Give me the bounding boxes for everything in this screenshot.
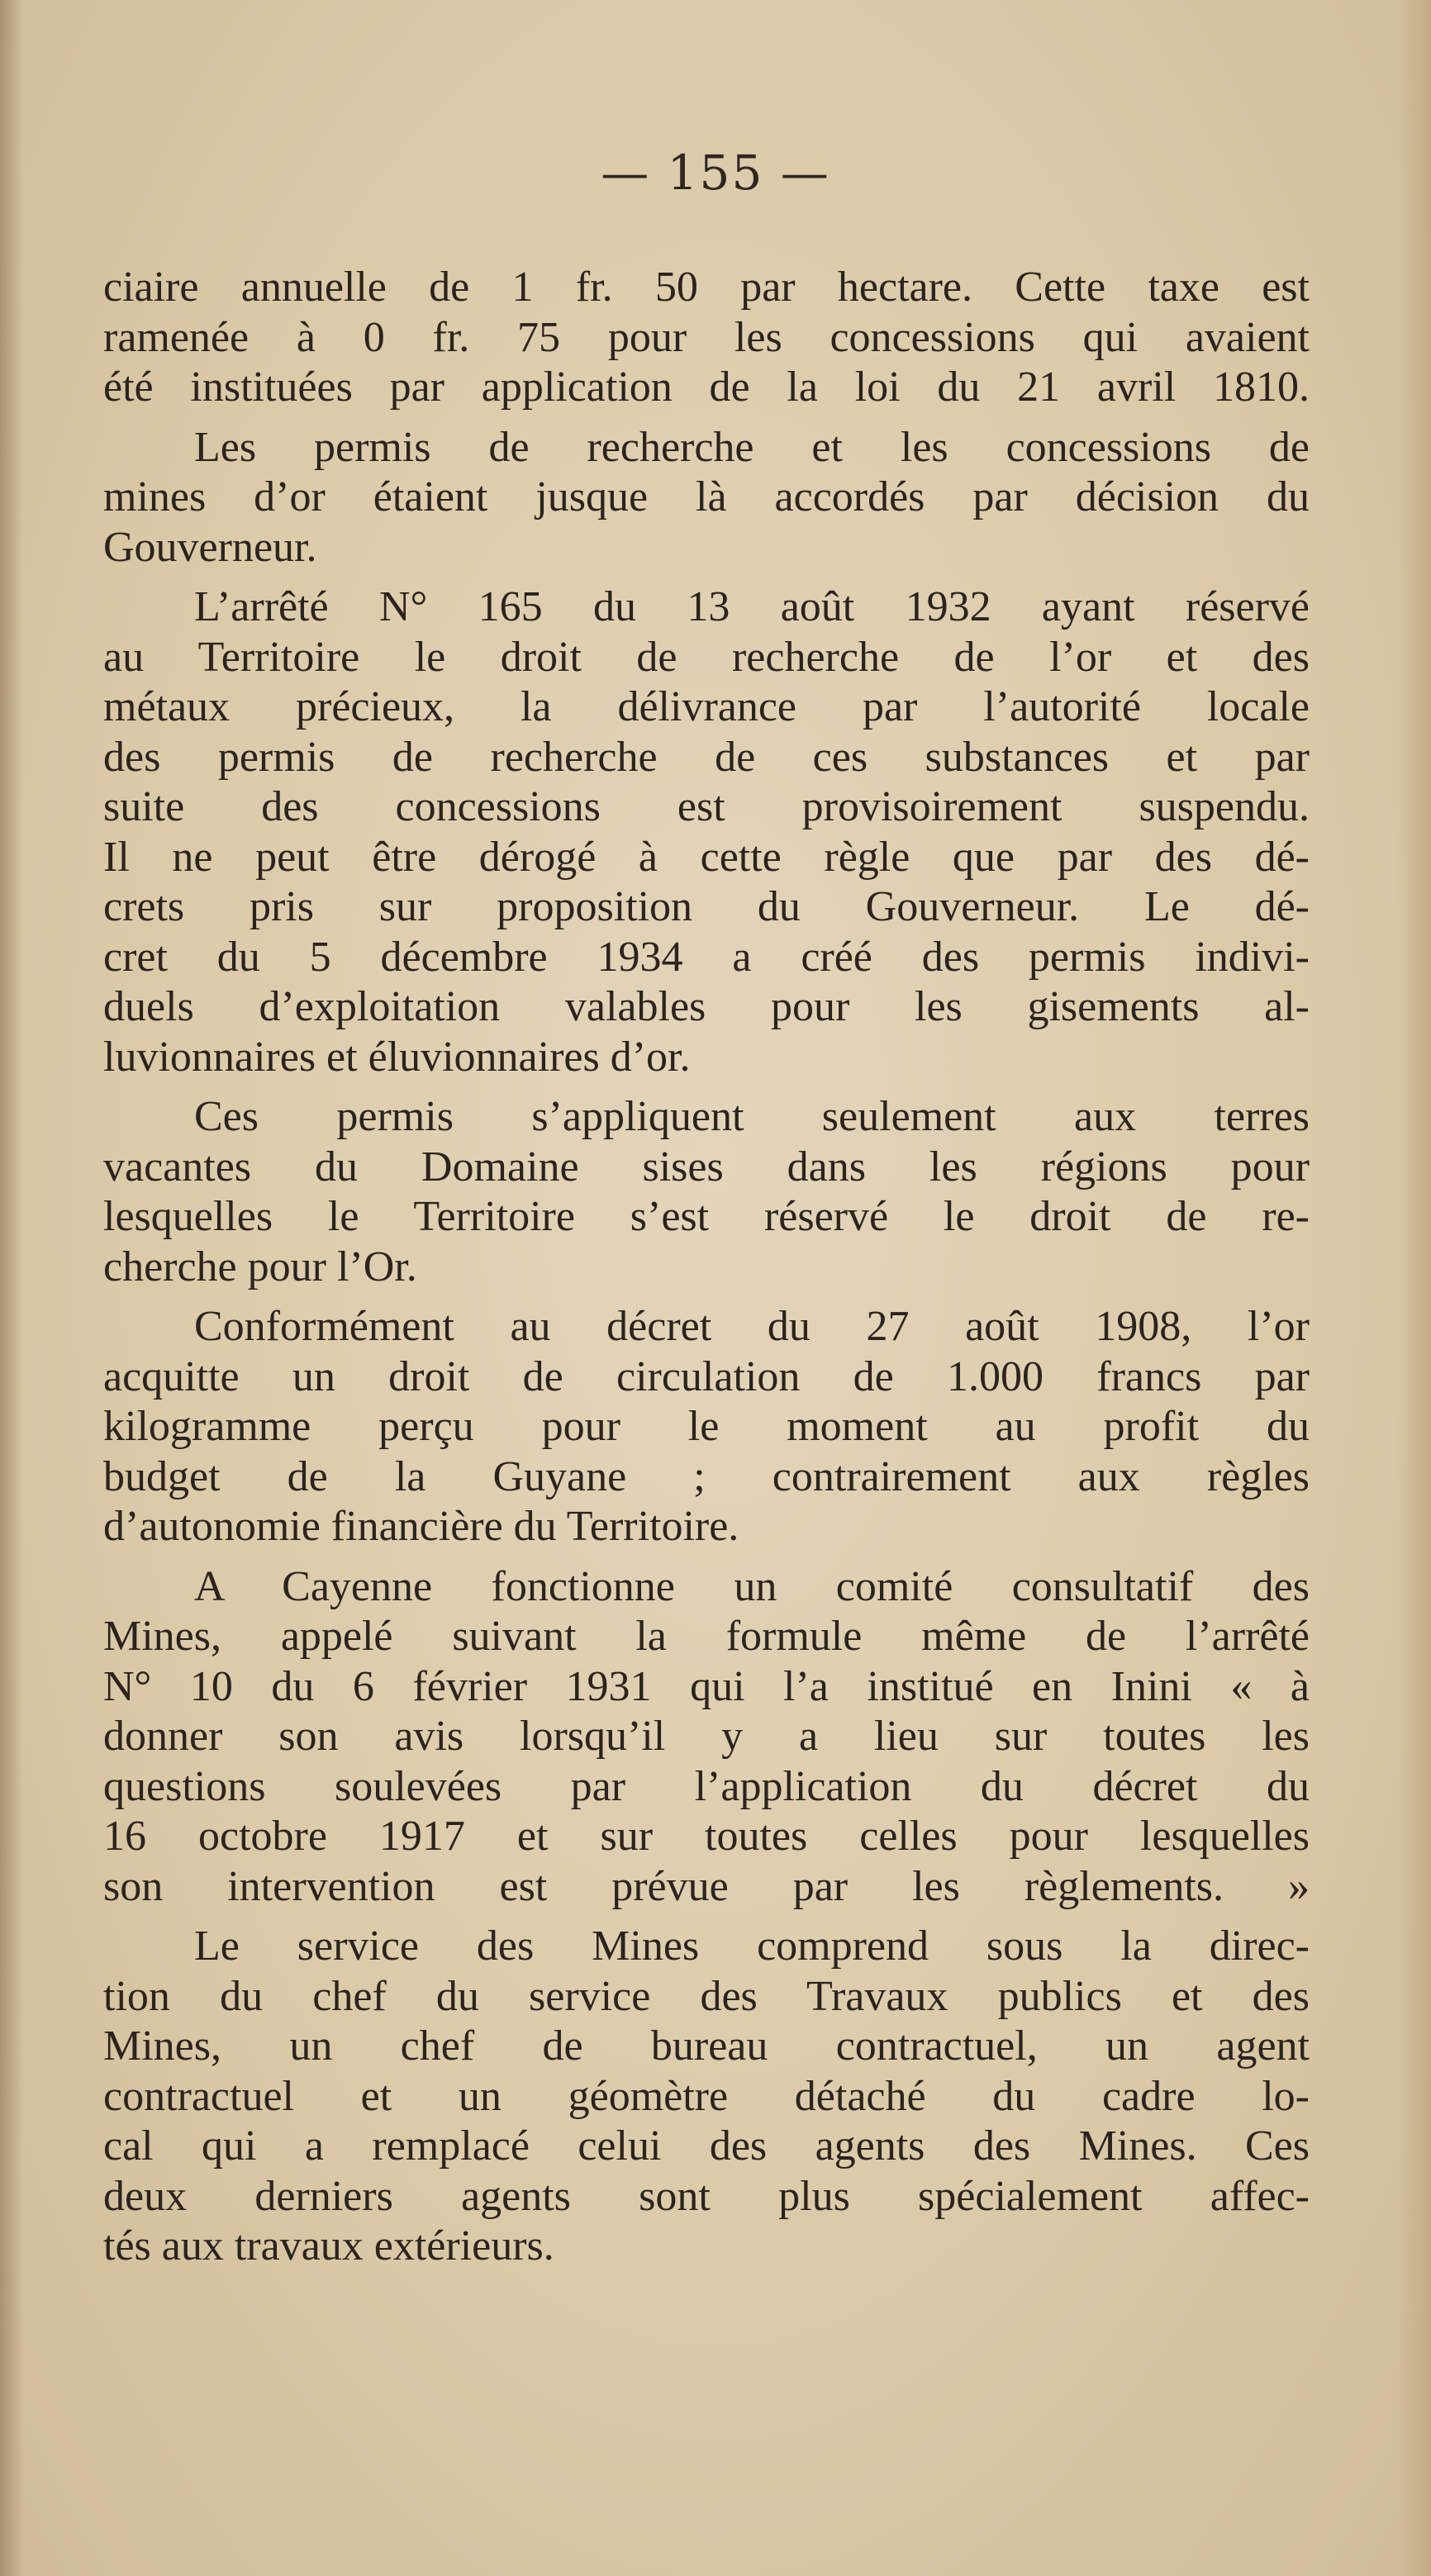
text-line: contractuel et un géomètre détaché du cadre lo- (103, 2072, 1310, 2120)
text-line: deux derniers agents sont plus spécialement affec- (103, 2172, 1310, 2220)
text-line: au Territoire le droit de recherche de l’or et des (103, 633, 1310, 681)
paragraph (103, 423, 1310, 573)
text-line: d’autonomie financière du Territoire. (103, 1503, 739, 1550)
text-line: métaux précieux, la délivrance par l’autorité locale (103, 683, 1310, 730)
paragraph (103, 582, 1310, 1082)
paragraph (103, 1922, 1310, 2272)
text-line: cal qui a remplacé celui des agents des Mines. Ces (103, 2122, 1310, 2170)
text-line: L’arrêté N° 165 du 13 août 1932 ayant réservé (194, 583, 1310, 630)
paragraph (103, 263, 1310, 413)
text-line: cret du 5 décembre 1934 a créé des permis indivi- (103, 933, 1310, 981)
text-line: luvionnaires et éluvionnaires d’or. (103, 1033, 691, 1081)
text-line: cherche pour l’Or. (103, 1243, 417, 1290)
text-line: Les permis de recherche et les concessions de (194, 423, 1310, 471)
text-line: mines d’or étaient jusque là accordés par décision du (103, 473, 1310, 520)
text-line: Le service des Mines comprend sous la direc- (194, 1922, 1310, 1970)
text-line: tion du chef du service des Travaux publics et des (103, 1972, 1310, 2020)
text-line: vacantes du Domaine sises dans les régions pour (103, 1143, 1310, 1191)
paragraph (103, 1562, 1310, 1913)
text-line: Mines, un chef de bureau contractuel, un agent (103, 2022, 1310, 2070)
body-text (103, 263, 1310, 2272)
text-line: été instituées par application de la loi du 21 avril 1810. (103, 364, 1310, 411)
text-line: acquitte un droit de circulation de 1.000 francs par (103, 1352, 1310, 1400)
text-line: Ces permis s’appliquent seulement aux terres (194, 1093, 1310, 1140)
text-line: Conformément au décret du 27 août 1908, l’or (194, 1303, 1310, 1350)
text-line: crets pris sur proposition du Gouverneur. Le dé- (103, 883, 1310, 930)
text-line: son intervention est prévue par les règlements. » (103, 1862, 1310, 1910)
text-line: des permis de recherche de ces substances et par (103, 733, 1310, 781)
paragraph (103, 1302, 1310, 1552)
text-line: 16 octobre 1917 et sur toutes celles pour lesquelles (103, 1813, 1310, 1860)
text-line: ciaire annuelle de 1 fr. 50 par hectare. Cette taxe est (103, 264, 1310, 311)
text-line: lesquelles le Territoire s’est réservé le droit de re- (103, 1193, 1310, 1240)
text-line: Il ne peut être dérogé à cette règle que par des dé- (103, 833, 1310, 881)
text-line: N° 10 du 6 février 1931 qui l’a institué en Inini « à (103, 1662, 1310, 1710)
text-line: questions soulevées par l’application du décret du (103, 1762, 1310, 1810)
text-line: A Cayenne fonctionne un comité consultatif des (194, 1562, 1310, 1610)
text-line: suite des concessions est provisoirement suspendu. (103, 783, 1310, 830)
page-number: — 155 — (601, 145, 830, 201)
text-line: budget de la Guyane ; contrairement aux règles (103, 1452, 1310, 1500)
paragraph (103, 1092, 1310, 1292)
text-line: Mines, appelé suivant la formule même de l’arrêté (103, 1613, 1310, 1660)
text-line: Gouverneur. (103, 523, 317, 571)
text-line: ramenée à 0 fr. 75 pour les concessions qui avaient (103, 313, 1310, 361)
text-line: kilogramme perçu pour le moment au profit du (103, 1403, 1310, 1450)
text-line: duels d’exploitation valables pour les gisements al- (103, 983, 1310, 1030)
text-line: tés aux travaux extérieurs. (103, 2222, 554, 2269)
text-line: donner son avis lorsqu’il y a lieu sur toutes les (103, 1713, 1310, 1760)
